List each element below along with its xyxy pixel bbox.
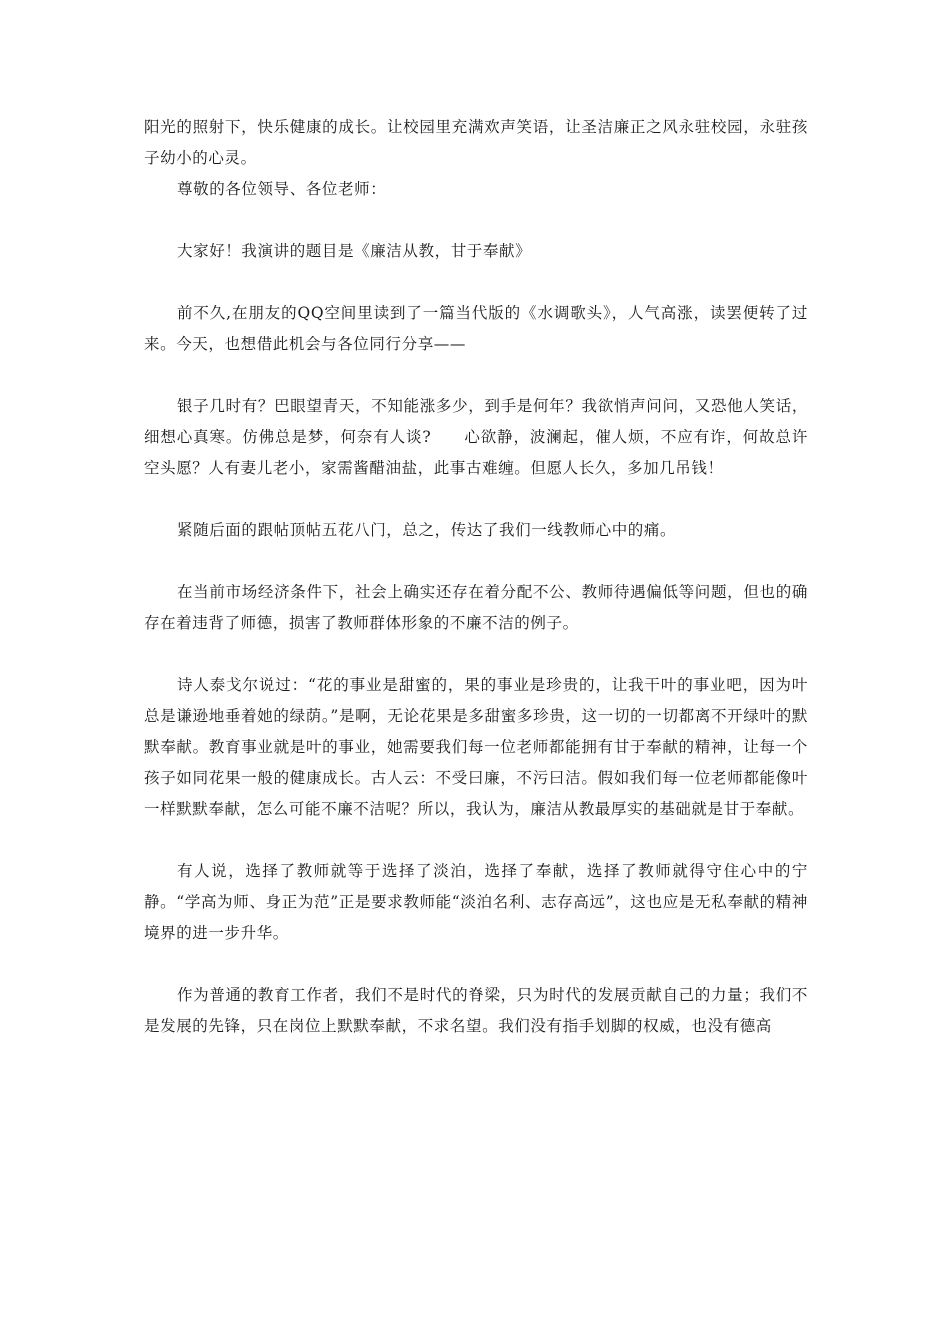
paragraph-gap: [144, 949, 808, 980]
paragraph-gap: [144, 639, 808, 670]
paragraph-gap: [144, 267, 808, 298]
paragraph-replies: 紧随后面的跟帖顶帖五花八门，总之，传达了我们一线教师心中的痛。: [177, 521, 677, 539]
paragraph-tagore: 诗人泰戈尔说过：“花的事业是甜蜜的，果的事业是珍贵的，让我干叶的事业吧，因为叶总是谦逊地垂着她的绿荫。”是啊，无论花果是多甜蜜多珍贵，这一切的一切都离不开绿叶的默默奉献。教育事业就是叶的事业，她需要我们每一位老师都能拥有甘于奉献的精神，让每一个孩子如同花果一般的健康成长。古人云：不受曰廉，不污曰洁。假如我们每一位老师都能像叶一样默默奉献，怎么可能不廉不洁呢？所以，我认为，廉洁从教最厚实的基础就是甘于奉献。: [144, 676, 808, 818]
paragraph-gap: [144, 825, 808, 856]
paragraph-choice: 有人说，选择了教师就等于选择了淡泊，选择了奉献，选择了教师就得守住心中的宁静。“学高为师、身正为范”正是要求教师能“淡泊名利、志存高远”，这也应是无私奉献的精神境界的进一步升华。: [144, 862, 808, 942]
paragraph-poem: 银子几时有？巴眼望青天，不知能涨多少，到手是何年？我欲悄声问问，又恐他人笑话，细想心真寒。仿佛总是梦，何奈有人谈? 心欲静，波澜起，催人烦，不应有诈，何故总许空头愿？人有妻儿老小，家需酱醋油盐，此事古难缠。但愿人长久，多加几吊钱！: [144, 397, 808, 477]
paragraph-salutation: 尊敬的各位领导、各位老师：: [177, 180, 387, 198]
paragraph-gap: [144, 205, 808, 236]
document-page: [144, 112, 808, 1042]
paragraph-greeting-title: 大家好！我演讲的题目是《廉洁从教，甘于奉献》: [177, 242, 532, 260]
paragraph-market: 在当前市场经济条件下，社会上确实还存在着分配不公、教师待遇偏低等问题，但也的确存在着违背了师德，损害了教师群体形象的不廉不洁的例子。: [144, 583, 808, 632]
paragraph-ordinary-educator: 作为普通的教育工作者，我们不是时代的脊梁，只为时代的发展贡献自己的力量；我们不是发展的先锋，只在岗位上默默奉献，不求名望。我们没有指手划脚的权威，也没有德高: [144, 986, 808, 1035]
paragraph-intro: 前不久,在朋友的QQ空间里读到了一篇当代版的《水调歌头》，人气高涨，读罢便转了过来。今天，也想借此机会与各位同行分享——: [144, 304, 808, 353]
paragraph-gap: [144, 546, 808, 577]
paragraph-continuation: 阳光的照射下，快乐健康的成长。让校园里充满欢声笑语，让圣洁廉正之风永驻校园，永驻孩子幼小的心灵。: [144, 118, 808, 167]
paragraph-gap: [144, 360, 808, 391]
paragraph-gap: [144, 484, 808, 515]
